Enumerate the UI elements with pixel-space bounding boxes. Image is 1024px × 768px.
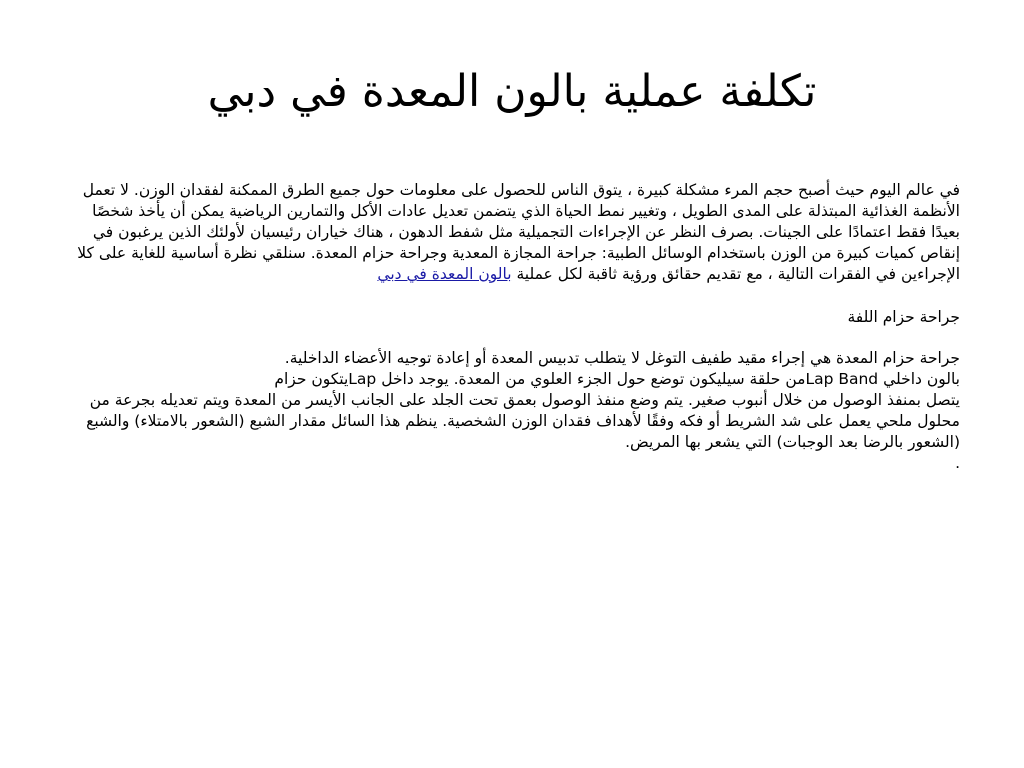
spacer [70, 285, 960, 307]
lap-term: Lap [348, 370, 377, 388]
band-text-a: بالون داخلي [878, 370, 960, 388]
trailing-period: . [955, 454, 960, 472]
intro-paragraph [70, 180, 960, 285]
intro-text: في عالم اليوم حيث أصبح حجم المرء مشكلة كبيرة ، يتوق الناس للحصول على معلومات حول جميع الطرق الممكنة لفقدان الوزن. لا تعمل الأنظمة الغذائية المبتذلة على المدى الطويل ، وتغيير نمط الحياة الذي يتضمن تعديل عادات الأكل والتمارين الرياضية يمكن أن يأخذ شخصًا بعيدًا فقط اعتمادًا على الجينات. بصرف النظر عن الإجراءات التجميلية مثل شفط الدهون ، هناك خياران رئيسيان لأولئك الذين يرغبون في إنقاص كميات كبيرة من الوزن باستخدام الوسائل الطبية: جراحة المجازة المعدية وجراحة حزام المعدة. سنلقي نظرة أساسية للغاية على كلا الإجراءين في الفقرات التالية ، مع تقديم حقائق ورؤية ثاقبة لكل عملية [77, 181, 960, 283]
band-text-c: يتكون حزام [274, 370, 349, 388]
lap-band-term: Lap Band [805, 370, 879, 388]
section-subheading: جراحة حزام اللفة [847, 308, 960, 326]
slide-body [70, 180, 960, 474]
slide-title: تكلفة عملية بالون المعدة في دبي [207, 66, 817, 117]
band-text-b: من حلقة سيليكون توضع حول الجزء العلوي من المعدة. يوجد داخل [376, 370, 806, 388]
band-description-paragraph [70, 369, 960, 453]
band-text-rest: يتصل بمنفذ الوصول من خلال أنبوب صغير. يتم وضع منفذ الوصول بعمق تحت الجلد على الجانب الأيسر من المعدة ويتم تعديله بجرعة من محلول ملحي يعمل على شد الشريط أو فكه وفقًا لأهداف فقدان الوزن الشخصية. ينظم هذا السائل مقدار الشبع (الشعور بالامتلاء) والشبع (الشعور بالرضا بعد الوجبات) التي يشعر بها المريض. [86, 391, 960, 451]
spacer [70, 328, 960, 348]
gastric-balloon-link[interactable]: بالون المعدة في دبي [377, 265, 512, 283]
band-intro-line: جراحة حزام المعدة هي إجراء مقيد طفيف التوغل لا يتطلب تدبيس المعدة أو إعادة توجيه الأعضاء الداخلية. [284, 349, 960, 367]
